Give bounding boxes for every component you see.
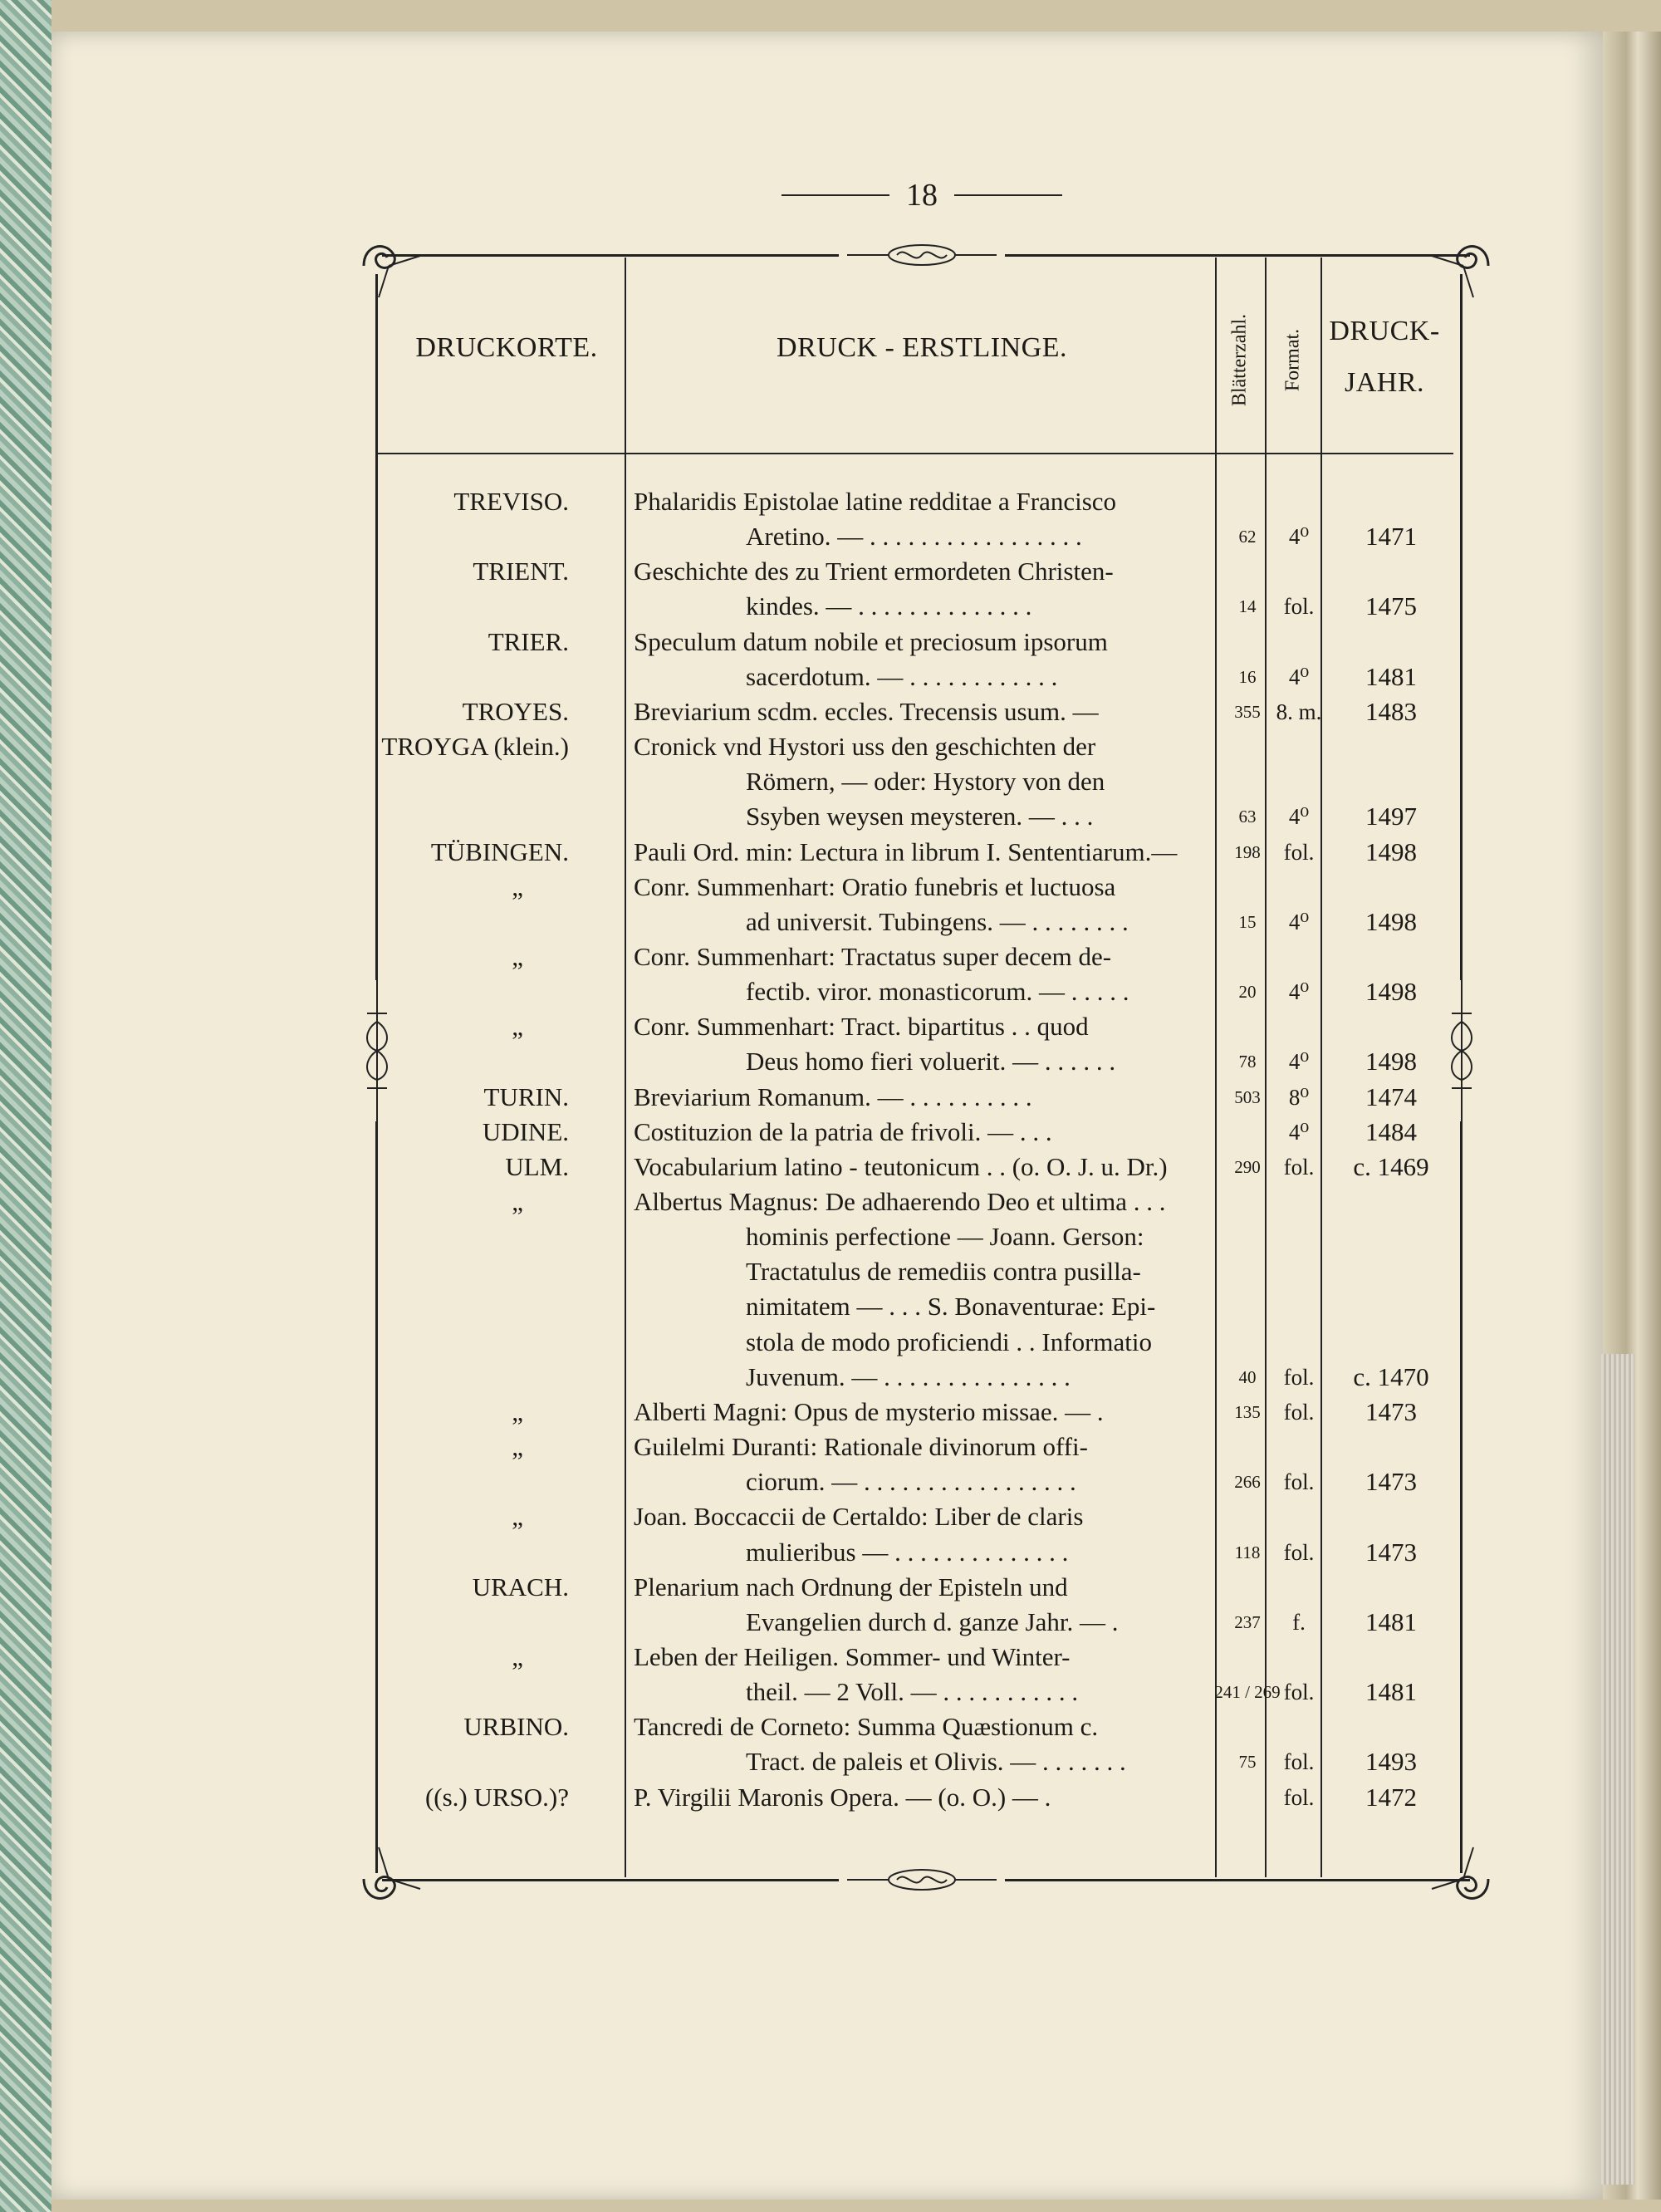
format-value: 4⁰ xyxy=(1288,1049,1310,1075)
work-title: Leben der Heiligen. Sommer- und Winter- xyxy=(634,1641,1071,1671)
work-title: Speculum datum nobile et preciosum ipsorum xyxy=(634,626,1108,656)
work-title: Aretino. — . . . . . . . . . . . . . . . . . xyxy=(746,522,1082,552)
table-row xyxy=(0,1675,1661,1709)
table-row xyxy=(0,1150,1661,1184)
table-row xyxy=(0,1219,1661,1254)
header-works: DRUCK - ERSTLINGE. xyxy=(777,332,1067,363)
print-year: c. 1469 xyxy=(1353,1151,1429,1181)
format-value: 8. m. xyxy=(1276,699,1322,724)
place-name: ((s.) URSO.)? xyxy=(424,1782,569,1812)
table-row xyxy=(0,974,1661,1009)
place-name: „ xyxy=(512,1502,523,1532)
leaf-count: 14 xyxy=(1238,596,1257,617)
place-name: URACH. xyxy=(472,1572,569,1601)
work-title: Costituzion de la patria de frivoli. — . . . xyxy=(634,1116,1052,1146)
place-name: ULM. xyxy=(505,1151,569,1181)
table-row xyxy=(0,1044,1661,1079)
place-name: TRIENT. xyxy=(473,557,569,586)
print-year: 1498 xyxy=(1365,977,1417,1007)
format-value: fol. xyxy=(1283,594,1315,620)
work-title: stola de modo proficiendi . . Informatio xyxy=(746,1327,1152,1356)
table-row xyxy=(0,1744,1661,1779)
place-name: TROYES. xyxy=(462,696,569,726)
header-year-line1: DRUCK- xyxy=(1329,316,1440,346)
print-year: 1473 xyxy=(1365,1537,1417,1567)
leaf-count: 198 xyxy=(1234,841,1261,862)
table-row xyxy=(0,660,1661,694)
format-value: 4⁰ xyxy=(1288,664,1310,689)
work-title: Breviarium scdm. eccles. Trecensis usum. — xyxy=(634,696,1099,726)
work-title: Pauli Ord. min: Lectura in librum I. Sententiarum.— xyxy=(634,836,1178,866)
print-year: 1472 xyxy=(1365,1782,1417,1812)
table-row xyxy=(0,1464,1661,1499)
work-title: Tancredi de Corneto: Summa Quæstionum c. xyxy=(634,1712,1099,1742)
work-title: Alberti Magni: Opus de mysterio missae. — . xyxy=(634,1396,1104,1426)
header-rule xyxy=(378,453,1453,454)
work-title: Vocabularium latino - teutonicum . . (o. O. J. u. Dr.) xyxy=(634,1151,1168,1181)
print-year: 1481 xyxy=(1365,1606,1417,1636)
print-year: 1473 xyxy=(1365,1396,1417,1426)
work-title: nimitatem — . . . S. Bonaventurae: Epi- xyxy=(746,1292,1156,1322)
format-value: fol. xyxy=(1283,1539,1315,1565)
corner-ornament-top-left xyxy=(355,233,422,299)
print-year: 1493 xyxy=(1365,1747,1417,1777)
work-title: Joan. Boccaccii de Certaldo: Liber de claris xyxy=(634,1502,1084,1532)
work-title: ciorum. — . . . . . . . . . . . . . . . . . xyxy=(746,1467,1076,1497)
work-title: ad universit. Tubingens. — . . . . . . . . xyxy=(746,906,1129,936)
work-title: Cronick vnd Hystori uss den geschichten der xyxy=(634,732,1096,762)
work-title: hominis perfectione — Joann. Gerson: xyxy=(746,1222,1144,1252)
format-value: fol. xyxy=(1283,839,1315,865)
table-row xyxy=(0,1709,1661,1744)
work-title: Geschichte des zu Trient ermordeten Christen- xyxy=(634,557,1114,586)
print-year: c. 1470 xyxy=(1353,1361,1429,1391)
format-value: fol. xyxy=(1283,1399,1315,1425)
table-row xyxy=(0,1499,1661,1534)
format-value: 4⁰ xyxy=(1288,524,1310,550)
print-year: 1481 xyxy=(1365,661,1417,691)
work-title: sacerdotum. — . . . . . . . . . . . . xyxy=(746,661,1058,691)
format-value: fol. xyxy=(1283,1784,1315,1810)
table-row xyxy=(0,1289,1661,1324)
table-row xyxy=(0,905,1661,939)
work-title: Deus homo fieri voluerit. — . . . . . . xyxy=(746,1047,1116,1077)
format-value: 8⁰ xyxy=(1288,1084,1310,1110)
place-name: „ xyxy=(512,1432,523,1462)
corner-ornament-top-right xyxy=(1430,233,1497,299)
place-name: TREVISO. xyxy=(453,487,569,516)
leaf-count: 241 / 269 xyxy=(1214,1682,1281,1703)
work-title: mulieribus — . . . . . . . . . . . . . . xyxy=(746,1537,1069,1567)
print-year: 1481 xyxy=(1365,1677,1417,1707)
table-row xyxy=(0,1570,1661,1605)
format-value: 4⁰ xyxy=(1288,1119,1310,1145)
place-name: „ xyxy=(512,1187,523,1216)
leaf-count: 78 xyxy=(1238,1052,1257,1072)
format-value: 4⁰ xyxy=(1288,804,1310,830)
format-value: 4⁰ xyxy=(1288,909,1310,934)
table-row xyxy=(0,694,1661,729)
top-center-ornament xyxy=(839,241,1005,269)
work-title: Conr. Summenhart: Oratio funebris et luctuosa xyxy=(634,871,1116,901)
table-row xyxy=(0,1115,1661,1150)
leaf-count: 15 xyxy=(1238,911,1257,932)
table-row xyxy=(0,729,1661,764)
format-value: fol. xyxy=(1283,1469,1315,1495)
print-year: 1484 xyxy=(1365,1116,1417,1146)
table-row xyxy=(0,1360,1661,1395)
leaf-count: 63 xyxy=(1238,807,1257,827)
format-value: fol. xyxy=(1283,1680,1315,1705)
leaf-count: 237 xyxy=(1234,1611,1261,1632)
table-row xyxy=(0,1640,1661,1675)
print-year: 1471 xyxy=(1365,522,1417,552)
work-title: Juvenum. — . . . . . . . . . . . . . . . xyxy=(746,1361,1071,1391)
work-title: Römern, — oder: Hystory von den xyxy=(746,767,1105,797)
work-title: Guilelmi Duranti: Rationale divinorum offi- xyxy=(634,1432,1088,1462)
work-title: fectib. viror. monasticorum. — . . . . . xyxy=(746,977,1129,1007)
work-title: Conr. Summenhart: Tractatus super decem de- xyxy=(634,941,1112,971)
table-row xyxy=(0,939,1661,974)
place-name: URBINO. xyxy=(463,1712,569,1742)
table-row xyxy=(0,1009,1661,1044)
place-name: „ xyxy=(512,941,523,971)
corner-ornament-bottom-right xyxy=(1430,1846,1497,1912)
work-title: Plenarium nach Ordnung der Episteln und xyxy=(634,1572,1068,1601)
print-year: 1497 xyxy=(1365,802,1417,831)
page-number-text: 18 xyxy=(906,178,938,213)
leaf-count: 503 xyxy=(1234,1086,1261,1107)
table-row xyxy=(0,554,1661,589)
leaf-count: 266 xyxy=(1234,1472,1261,1493)
table-row xyxy=(0,1430,1661,1464)
place-name: „ xyxy=(512,1396,523,1426)
place-name: „ xyxy=(512,1641,523,1671)
format-value: 4⁰ xyxy=(1288,979,1310,1005)
print-year: 1498 xyxy=(1365,836,1417,866)
leaf-count: 20 xyxy=(1238,982,1257,1003)
leaf-count: 75 xyxy=(1238,1752,1257,1773)
table-row xyxy=(0,1080,1661,1115)
work-title: Tract. de paleis et Olivis. — . . . . . . . xyxy=(746,1747,1126,1777)
leaf-count: 290 xyxy=(1234,1156,1261,1177)
table-row xyxy=(0,1184,1661,1219)
print-year: 1498 xyxy=(1365,906,1417,936)
table-row xyxy=(0,484,1661,519)
work-title: Ssyben weysen meysteren. — . . . xyxy=(746,802,1094,831)
header-year-line2: JAHR. xyxy=(1344,367,1425,398)
leaf-count: 62 xyxy=(1238,527,1257,547)
print-year: 1473 xyxy=(1365,1467,1417,1497)
place-name: „ xyxy=(512,1012,523,1042)
table-row xyxy=(0,799,1661,834)
corner-ornament-bottom-left xyxy=(355,1846,422,1912)
table-row xyxy=(0,835,1661,870)
page-number xyxy=(781,174,1063,216)
place-name: „ xyxy=(512,871,523,901)
table-row xyxy=(0,1535,1661,1570)
work-title: Evangelien durch d. ganze Jahr. — . xyxy=(746,1606,1119,1636)
header-leaves: Blätterzahl. xyxy=(1228,313,1251,407)
table-row xyxy=(0,764,1661,799)
work-title: P. Virgilii Maronis Opera. — (o. O.) — . xyxy=(634,1782,1051,1812)
table-row xyxy=(0,519,1661,554)
format-value: fol. xyxy=(1283,1364,1315,1390)
leaf-count: 135 xyxy=(1234,1401,1261,1422)
print-year: 1474 xyxy=(1365,1081,1417,1111)
table-row xyxy=(0,1605,1661,1640)
place-name: TROYGA (klein.) xyxy=(381,732,569,762)
header-format: Format. xyxy=(1281,328,1304,392)
leaf-count: 355 xyxy=(1234,701,1261,722)
table-row xyxy=(0,589,1661,624)
bottom-center-ornament xyxy=(839,1866,1005,1894)
work-title: Conr. Summenhart: Tract. bipartitus . . quod xyxy=(634,1012,1089,1042)
table-row xyxy=(0,625,1661,660)
format-value: fol. xyxy=(1283,1154,1315,1180)
place-name: UDINE. xyxy=(482,1116,569,1146)
work-title: Breviarium Romanum. — . . . . . . . . . . xyxy=(634,1081,1032,1111)
place-name: TÜBINGEN. xyxy=(430,836,569,866)
work-title: Albertus Magnus: De adhaerendo Deo et ultima . . . xyxy=(634,1187,1166,1216)
table-row xyxy=(0,1395,1661,1430)
table-row xyxy=(0,870,1661,905)
format-value: fol. xyxy=(1283,1749,1315,1775)
print-year: 1475 xyxy=(1365,591,1417,621)
leaf-count: 16 xyxy=(1238,666,1257,687)
header-places: DRUCKORTE. xyxy=(415,332,598,363)
print-year: 1498 xyxy=(1365,1047,1417,1077)
leaf-count: 118 xyxy=(1234,1542,1261,1562)
table-row xyxy=(0,1254,1661,1289)
work-title: kindes. — . . . . . . . . . . . . . . xyxy=(746,591,1032,621)
work-title: Phalaridis Epistolae latine redditae a Francisco xyxy=(634,487,1117,516)
leaf-count: 40 xyxy=(1238,1366,1257,1387)
work-title: Tractatulus de remediis contra pusilla- xyxy=(746,1257,1141,1287)
print-year: 1483 xyxy=(1365,696,1417,726)
work-title: theil. — 2 Voll. — . . . . . . . . . . . xyxy=(746,1677,1079,1707)
table-row xyxy=(0,1780,1661,1815)
table-row xyxy=(0,1325,1661,1360)
place-name: TRIER. xyxy=(488,626,569,656)
format-value: f. xyxy=(1292,1609,1306,1635)
place-name: TURIN. xyxy=(483,1081,569,1111)
